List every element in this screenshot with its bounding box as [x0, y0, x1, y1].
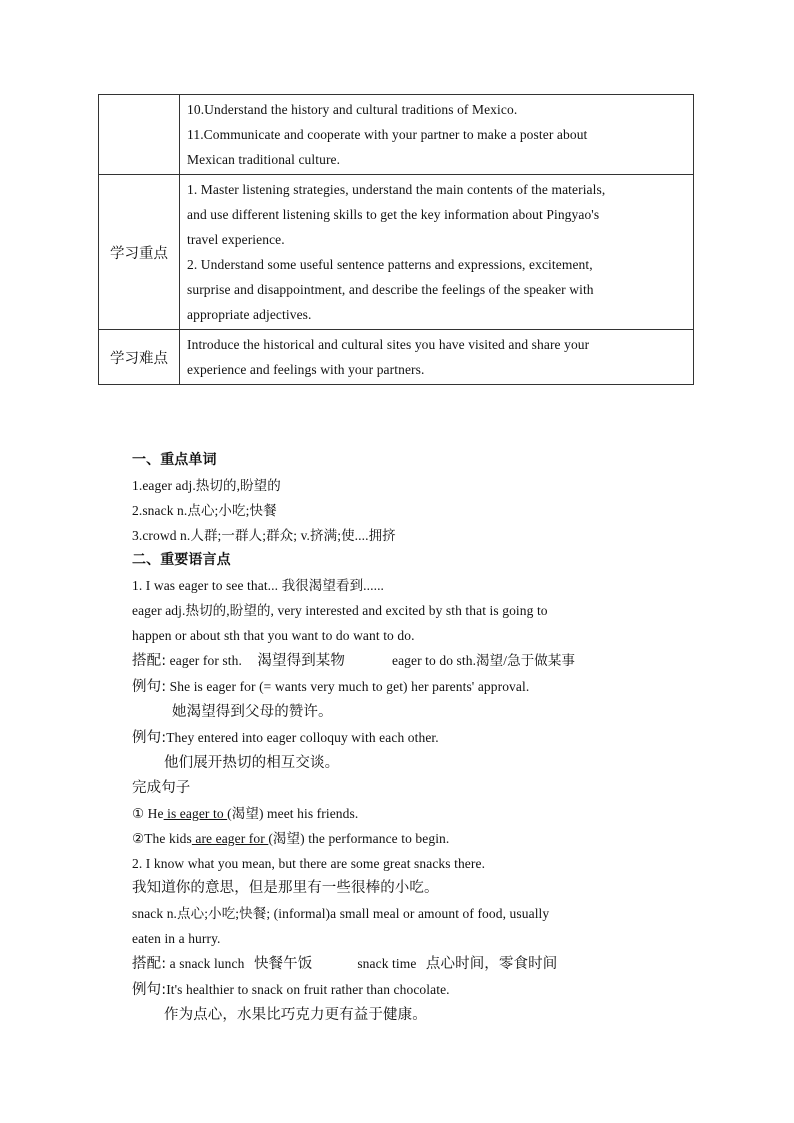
row-content [180, 175, 694, 330]
example-label: 例句: [132, 982, 167, 998]
definition-line: snack n.点心;小吃;快餐; (informal)a small meal or amount of food, usually [132, 906, 550, 921]
text-line: 2. Understand some useful sentence patterns and expressions, excitement, [187, 257, 593, 272]
collocation-en: a snack lunch [169, 956, 245, 971]
example-label: 例句: [132, 730, 167, 746]
exercise-item [132, 826, 672, 851]
collocation-label: 搭配: [132, 653, 167, 669]
vocab-item: 1.eager adj.热切的,盼望的 [132, 478, 281, 493]
example-line [132, 725, 672, 751]
example-translation: 她渴望得到父母的赞许。 [172, 704, 333, 720]
collocation-label: 搭配: [132, 956, 167, 972]
text-line: travel experience. [187, 232, 285, 247]
text-line: Introduce the historical and cultural sites you have visited and share your [187, 337, 590, 352]
definition-line: eaten in a hurry. [132, 931, 221, 946]
example-label: 例句: [132, 679, 167, 695]
collocation-line [132, 648, 672, 674]
row-label-difficulties: 学习难点 [99, 330, 180, 385]
example-translation: 作为点心，水果比巧克力更有益于健康。 [164, 1007, 427, 1023]
collocation-cn: 点心时间，零食时间 [425, 956, 558, 972]
point-title: 2. I know what you mean, but there are some great snacks there. [132, 856, 486, 871]
collocation-en: eager for sth. [169, 653, 242, 668]
point-translation: 我知道你的意思，但是那里有一些很棒的小吃。 [132, 880, 439, 896]
text-line: Mexican traditional culture. [187, 152, 341, 167]
exercise-item [132, 801, 672, 826]
example-line [132, 674, 672, 700]
exercise-suffix: (渴望) meet his friends. [227, 806, 359, 821]
row-content [180, 330, 694, 385]
text-line: appropriate adjectives. [187, 307, 312, 322]
example-translation: 他们展开热切的相互交谈。 [164, 755, 340, 771]
exercise-heading: 完成句子 [132, 780, 191, 796]
text-line: experience and feelings with your partners. [187, 362, 425, 377]
answer-blank: are eager for [191, 831, 269, 846]
example-line [132, 977, 672, 1003]
table-row [99, 95, 694, 175]
point-title: 1. I was eager to see that... 我很渴望看到...... [132, 578, 385, 593]
definition-line: eager adj.热切的,盼望的, very interested and excited by sth that is going to [132, 603, 548, 618]
section-heading-vocabulary: 一、重点单词 [132, 452, 217, 468]
definition-line: happen or about sth that you want to do want to do. [132, 628, 415, 643]
study-notes [132, 448, 672, 1028]
row-label [99, 95, 180, 175]
text-line: 1. Master listening strategies, understand the main contents of the materials, [187, 182, 606, 197]
objectives-table [98, 94, 694, 385]
row-label-key-points: 学习重点 [99, 175, 180, 330]
text-line: surprise and disappointment, and describe the feelings of the speaker with [187, 282, 594, 297]
example-en: They entered into eager colloquy with each other. [166, 730, 439, 745]
vocab-item: 2.snack n.点心;小吃;快餐 [132, 503, 277, 518]
row-content [180, 95, 694, 175]
exercise-prefix: ① He [132, 806, 164, 821]
answer-blank: is eager to [163, 806, 228, 821]
collocation-en: snack time [357, 956, 417, 971]
example-en: She is eager for (= wants very much to get) her parents' approval. [169, 679, 530, 694]
exercise-suffix: (渴望) the performance to begin. [268, 831, 450, 846]
table-row [99, 175, 694, 330]
vocab-item: 3.crowd n.人群;一群人;群众; v.挤满;使....拥挤 [132, 528, 396, 543]
text-line: 11.Communicate and cooperate with your partner to make a poster about [187, 127, 588, 142]
example-en: It's healthier to snack on fruit rather than chocolate. [166, 982, 450, 997]
text-line: 10.Understand the history and cultural traditions of Mexico. [187, 102, 518, 117]
collocation-cn: 快餐午饭 [253, 956, 313, 972]
text-line: and use different listening skills to get the key information about Pingyao's [187, 207, 600, 222]
section-heading-language-points: 二、重要语言点 [132, 552, 231, 568]
table-row [99, 330, 694, 385]
exercise-prefix: ②The kids [132, 831, 192, 846]
collocation-cn: 渴望得到某物 [257, 653, 346, 669]
collocation-en: eager to do sth.渴望/急于做某事 [391, 653, 576, 668]
collocation-line [132, 951, 672, 977]
